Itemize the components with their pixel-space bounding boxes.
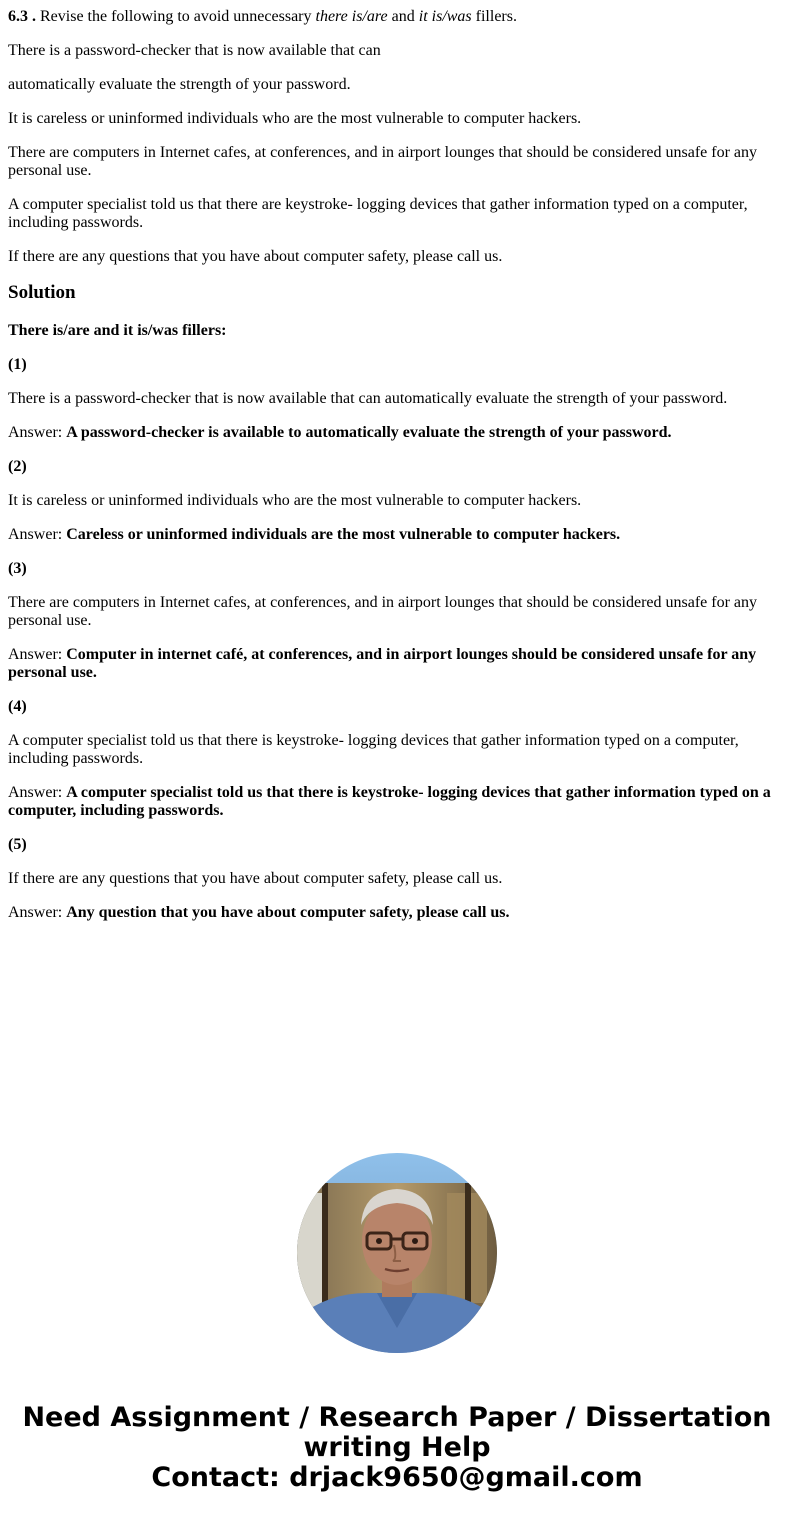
solution-item: [8, 356, 786, 442]
question-number: 6.3 .: [8, 8, 36, 25]
item-answer: Answer: Computer in internet café, at conferences, and in airport lounges should be considered unsafe for any personal use.: [8, 646, 757, 681]
item-number: (2): [8, 458, 27, 475]
item-number: (4): [8, 698, 27, 715]
question-line: If there are any questions that you have about computer safety, please call us.: [8, 248, 503, 265]
item-original: There is a password-checker that is now available that can automatically evaluate the strength of your password.: [8, 390, 728, 407]
solution-subheading: There is/are and it is/was fillers:: [8, 322, 227, 339]
item-number: (1): [8, 356, 27, 373]
solution-item: [8, 836, 786, 922]
question-line: automatically evaluate the strength of your password.: [8, 76, 351, 93]
promo-banner: [0, 1403, 794, 1493]
question-line: A computer specialist told us that there are keystroke- logging devices that gather information typed on a computer, including passwords.: [8, 196, 748, 231]
item-answer: Answer: Any question that you have about computer safety, please call us.: [8, 904, 510, 921]
item-answer: Answer: Careless or uninformed individuals are the most vulnerable to computer hackers.: [8, 526, 621, 543]
document-body: [8, 0, 786, 938]
item-original: There are computers in Internet cafes, at conferences, and in airport lounges that should be considered unsafe for any personal use.: [8, 594, 758, 629]
item-number: (5): [8, 836, 27, 853]
solution-item: [8, 458, 786, 544]
banner-line-2: writing Help: [303, 1432, 491, 1463]
item-answer: Answer: A password-checker is available to automatically evaluate the strength of your password.: [8, 424, 672, 441]
item-original: A computer specialist told us that there is keystroke- logging devices that gather information typed on a computer, including passwords.: [8, 732, 739, 767]
banner-line-1: Need Assignment / Research Paper / Dissertation: [22, 1402, 772, 1433]
author-avatar: [297, 1153, 497, 1353]
question-line: It is careless or uninformed individuals who are the most vulnerable to computer hackers.: [8, 110, 582, 127]
item-answer: Answer: A computer specialist told us that there is keystroke- logging devices that gather information typed on a computer, including passwords.: [8, 784, 771, 819]
item-original: It is careless or uninformed individuals who are the most vulnerable to computer hackers.: [8, 492, 582, 509]
banner-contact: Contact: drjack9650@gmail.com: [151, 1462, 643, 1493]
item-number: (3): [8, 560, 27, 577]
solution-heading: Solution: [8, 282, 76, 303]
solution-item: [8, 560, 786, 682]
solution-item: [8, 698, 786, 820]
author-photo: [297, 1153, 497, 1353]
question-line: There is a password-checker that is now available that can: [8, 42, 381, 59]
question-intro: 6.3 . Revise the following to avoid unnecessary there is/are and it is/was fillers.: [8, 8, 517, 25]
item-original: If there are any questions that you have about computer safety, please call us.: [8, 870, 503, 887]
question-line: There are computers in Internet cafes, at conferences, and in airport lounges that should be considered unsafe for any personal use.: [8, 144, 758, 179]
